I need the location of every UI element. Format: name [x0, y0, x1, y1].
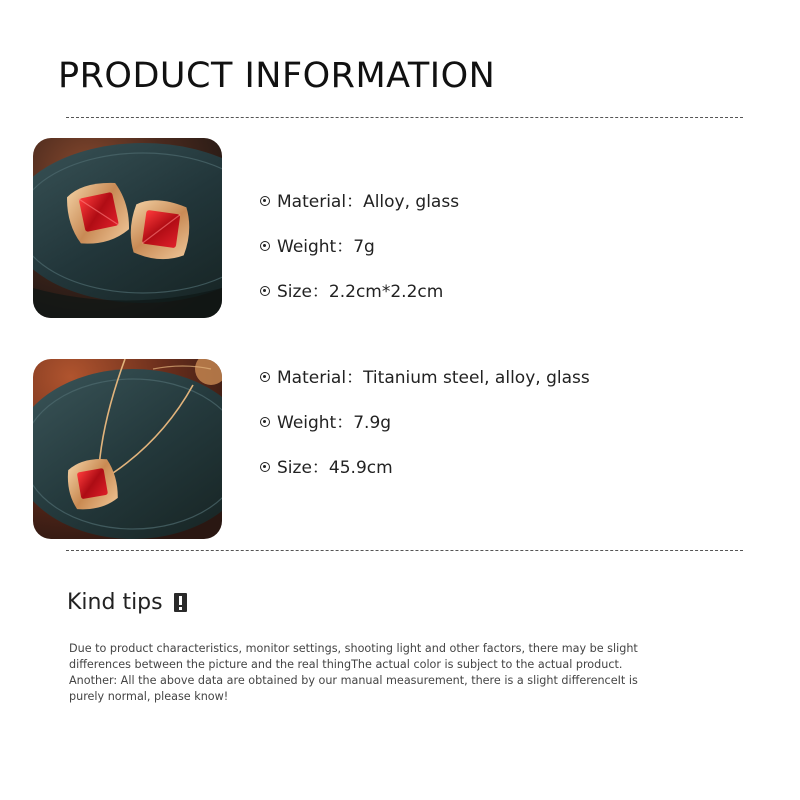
- spec-value: 2.2cm*2.2cm: [328, 282, 444, 302]
- bullet-icon: [260, 286, 270, 296]
- kind-tips-text: Due to product characteristics, monitor settings, shooting light and other factors, there may be slight differences between the picture and the real thingThe actual color is subject to the actual product. Another: All the above data are obtained by our manual measurement, there is a slight differenceIt is purely normal, please know!: [69, 642, 638, 703]
- bullet-icon: [260, 417, 270, 427]
- spec-material: [260, 190, 459, 235]
- spec-weight: [260, 411, 590, 456]
- spec-label: Weight: [277, 413, 337, 433]
- spec-material: [260, 366, 590, 411]
- bullet-icon: [260, 196, 270, 206]
- spec-sep: ：: [311, 458, 329, 478]
- bullet-icon: [260, 372, 270, 382]
- spec-value: 7.9g: [353, 413, 392, 433]
- necklace-specs: [260, 366, 590, 501]
- top-divider: [66, 117, 743, 118]
- spec-value: Titanium steel, alloy, glass: [363, 368, 590, 388]
- spec-sep: ：: [336, 413, 354, 433]
- page-title: PRODUCT INFORMATION: [58, 56, 496, 96]
- spec-sep: ：: [311, 282, 329, 302]
- spec-label: Material: [277, 192, 347, 212]
- kind-tips-header: [67, 590, 187, 615]
- spec-sep: ：: [346, 368, 364, 388]
- spec-label: Material: [277, 368, 347, 388]
- spec-size: [260, 456, 590, 501]
- earrings-specs: [260, 190, 459, 325]
- bullet-icon: [260, 462, 270, 472]
- spec-label: Size: [277, 282, 312, 302]
- earrings-photo: [33, 138, 222, 318]
- kind-tips-title: Kind tips: [67, 590, 163, 615]
- spec-sep: ：: [346, 192, 364, 212]
- necklace-photo: [33, 359, 222, 539]
- exclamation-icon: [174, 593, 187, 612]
- bottom-divider: [66, 550, 743, 551]
- bullet-icon: [260, 241, 270, 251]
- spec-value: 7g: [353, 237, 375, 257]
- spec-value: 45.9cm: [328, 458, 393, 478]
- spec-value: Alloy, glass: [363, 192, 460, 212]
- spec-size: [260, 280, 459, 325]
- spec-label: Weight: [277, 237, 337, 257]
- spec-weight: [260, 235, 459, 280]
- spec-sep: ：: [336, 237, 354, 257]
- spec-label: Size: [277, 458, 312, 478]
